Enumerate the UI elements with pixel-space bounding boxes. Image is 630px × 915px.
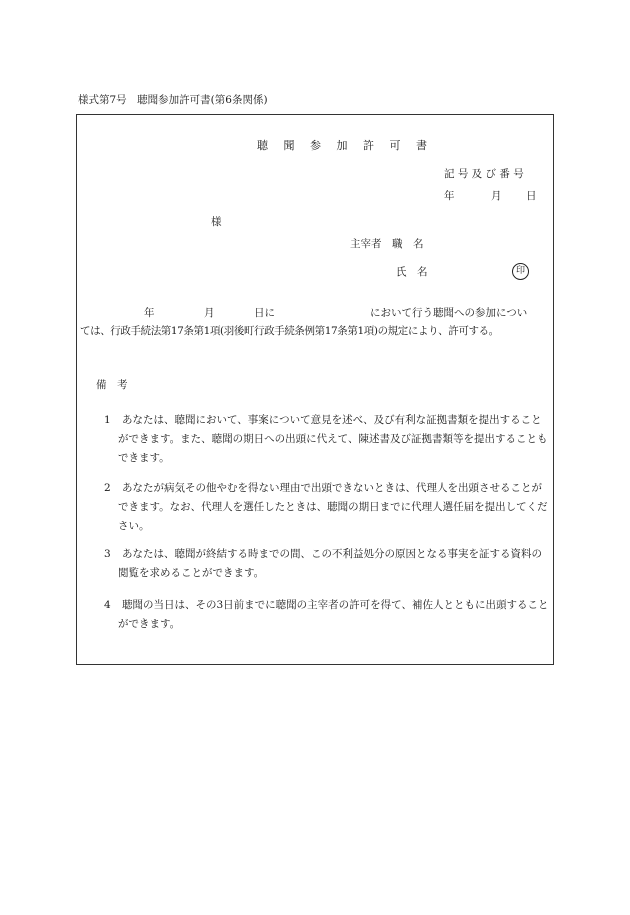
seal-mark bbox=[512, 263, 529, 280]
form-number-label: 様式第7号 聴聞参加許可書(第6条関係) bbox=[78, 94, 268, 106]
remark-text: あなたは、聴聞において、事案について意見を述べ、及び有利な証拠書類を提出することができます。また、聴聞の期日への出頭に代えて、陳述書及び証拠書類等を提出することもできます。 bbox=[118, 414, 548, 464]
addressee-honorific: 様 bbox=[211, 216, 222, 228]
presider-name-label: 氏 名 bbox=[396, 266, 428, 278]
date-year: 年 bbox=[444, 190, 455, 202]
remark-text: あなたは、聴聞が終結する時までの間、この不利益処分の原因となる事実を証する資料の閲覧を求めることができます。 bbox=[118, 548, 542, 579]
remark-number: 1 bbox=[104, 414, 111, 426]
record-number-label: 記 号 及 び 番 号 bbox=[444, 168, 524, 180]
document-title: 聴 聞 参 加 許 可 書 bbox=[257, 139, 433, 152]
body-line1-rest: において行う聴聞への参加につい bbox=[370, 307, 528, 319]
body-month: 月 bbox=[204, 307, 215, 319]
body-year: 年 bbox=[144, 307, 155, 319]
body-line2: ては、行政手続法第17条第1項(羽後町行政手続条例第17条第1項)の規定により、許可する。 bbox=[80, 325, 499, 337]
seal-icon: 印 bbox=[512, 263, 529, 280]
remark-text: あなたが病気その他やむを得ない理由で出頭できないときは、代理人を出頭させることができます。なお、代理人を選任したときは、聴聞の期日までに代理人選任届を提出してください。 bbox=[118, 482, 548, 532]
presider-title-label: 主宰者 職 名 bbox=[350, 238, 424, 250]
remarks-heading: 備 考 bbox=[96, 379, 128, 391]
date-day: 日 bbox=[526, 190, 537, 202]
date-month: 月 bbox=[491, 190, 502, 202]
body-day: 日に bbox=[254, 307, 275, 319]
remark-number: 4 bbox=[104, 599, 111, 611]
remark-text: 聴聞の当日は、その3日前までに聴聞の主宰者の許可を得て、補佐人とともに出頭することができます。 bbox=[118, 599, 549, 630]
remark-number: 3 bbox=[104, 548, 111, 560]
remark-number: 2 bbox=[104, 482, 111, 494]
